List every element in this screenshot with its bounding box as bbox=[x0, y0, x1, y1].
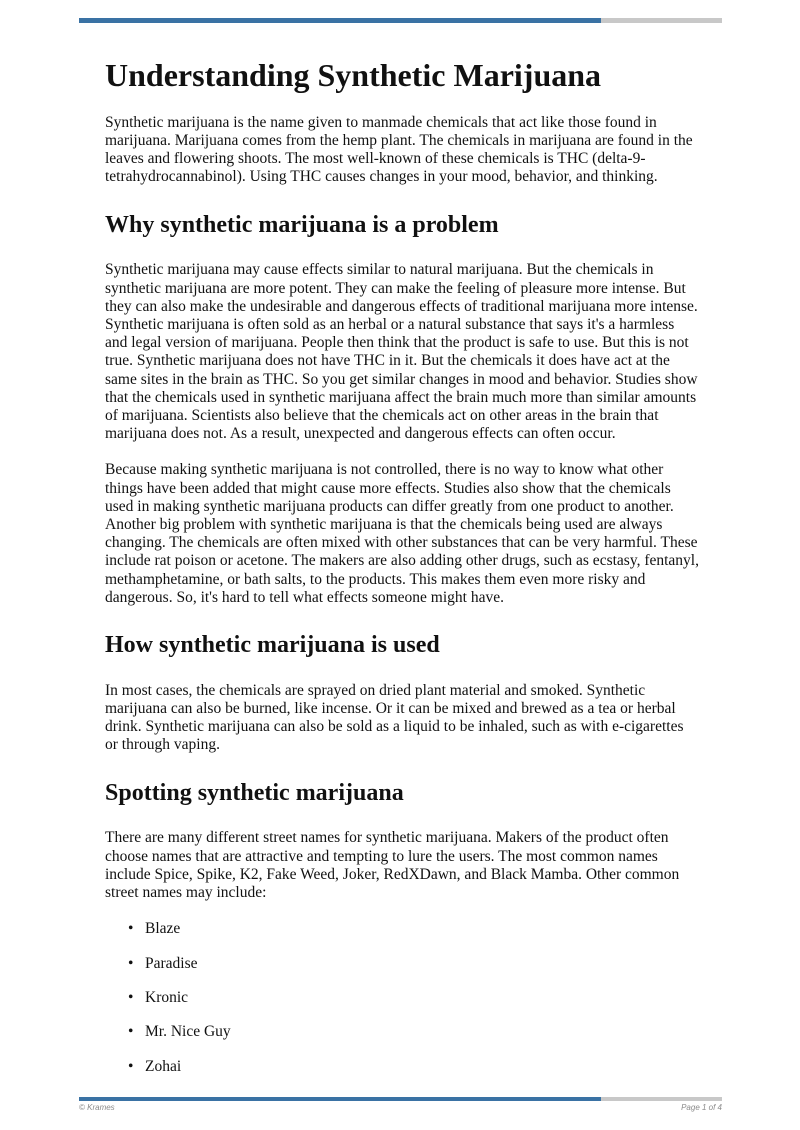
list-item bbox=[126, 989, 700, 1007]
spotting-paragraph: There are many different street names for synthetic marijuana. Makers of the product often choose names that are attractive and tempting to lure the users. The most common names include Spice, Spike, K2, Fake Weed, Joker, RedXDawn, and Black Mamba. Other common street names may include: bbox=[105, 829, 680, 902]
list-item-text: Paradise bbox=[145, 954, 198, 972]
document-title: Understanding Synthetic Marijuana bbox=[105, 57, 602, 93]
footer-page-number: Page 1 of 4 bbox=[681, 1103, 722, 1112]
top-rule-accent bbox=[79, 18, 601, 23]
bullet-icon: • bbox=[128, 954, 134, 972]
list-item bbox=[126, 1058, 700, 1076]
list-item-text: Zohai bbox=[145, 1057, 182, 1075]
bullet-icon: • bbox=[128, 1057, 134, 1075]
list-item bbox=[126, 1023, 700, 1041]
problem-paragraph-1: Synthetic marijuana may cause effects similar to natural marijuana. But the chemicals in synthetic marijuana are more potent. They can make the feeling of pleasure more intense. But they can also make the undesirable and dangerous effects of traditional marijuana more intense. Synthetic marijuana is often sold as an herbal or a natural substance that says it's a harmless and legal version of marijuana. People then think that the product is safe to use. But this is not true. Synthetic marijuana does not have THC in it. But the chemicals it does have act at the same sites in the brain as THC. So you get similar changes in mood and behavior. Studies show that the chemicals used in synthetic marijuana affect the brain much more than similar amounts of marijuana. Scientists also believe that the chemicals act on other areas in the brain that marijuana does not. As a result, unexpected and dangerous effects can often occur. bbox=[105, 261, 698, 443]
list-item bbox=[126, 920, 700, 938]
list-item-text: Blaze bbox=[145, 920, 181, 938]
top-rule bbox=[79, 18, 722, 23]
usage-paragraph: In most cases, the chemicals are sprayed on dried plant material and smoked. Synthetic marijuana can also be burned, like incense. Or it can be mixed and brewed as a tea or herbal drink. Synthetic marijuana can also be sold as a liquid to be inhaled, such as with e-cigarettes or through vaping. bbox=[105, 681, 684, 754]
section-heading-problem: Why synthetic marijuana is a problem bbox=[105, 211, 499, 238]
footer-copyright: © Krames bbox=[79, 1103, 115, 1112]
footer-rule bbox=[79, 1097, 722, 1101]
document-body bbox=[105, 57, 700, 1092]
list-item-text: Mr. Nice Guy bbox=[145, 1023, 231, 1041]
footer-rule-accent bbox=[79, 1097, 601, 1101]
bullet-icon: • bbox=[128, 989, 134, 1007]
intro-paragraph: Synthetic marijuana is the name given to manmade chemicals that act like those found in marijuana. Marijuana comes from the hemp plant. The chemicals in marijuana are found in the leaves and flowering shoots. The most well-known of these chemicals is THC (delta-9-tetrahydrocannabinol). Using THC causes changes in your mood, behavior, and thinking. bbox=[105, 113, 693, 186]
section-heading-usage: How synthetic marijuana is used bbox=[105, 632, 440, 659]
bullet-icon: • bbox=[128, 1023, 134, 1041]
street-names-list bbox=[105, 920, 700, 1076]
problem-paragraph-2: Because making synthetic marijuana is not controlled, there is no way to know what other things have been added that might cause more effects. Studies also show that the chemicals used in making synthetic marijuana products can differ greatly from one product to another. Another big problem with synthetic marijuana is that the chemicals being used are always changing. The chemicals are often mixed with other substances that can be very harmful. These include rat poison or acetone. The makers are also adding other drugs, such as ecstasy, fentanyl, methamphetamine, or bath salts, to the products. This makes them even more risky and dangerous. So, it's hard to tell what effects someone might have. bbox=[105, 461, 699, 606]
list-item-text: Kronic bbox=[145, 989, 189, 1007]
list-item bbox=[126, 955, 700, 973]
bullet-icon: • bbox=[128, 920, 134, 938]
section-heading-spotting: Spotting synthetic marijuana bbox=[105, 779, 404, 806]
